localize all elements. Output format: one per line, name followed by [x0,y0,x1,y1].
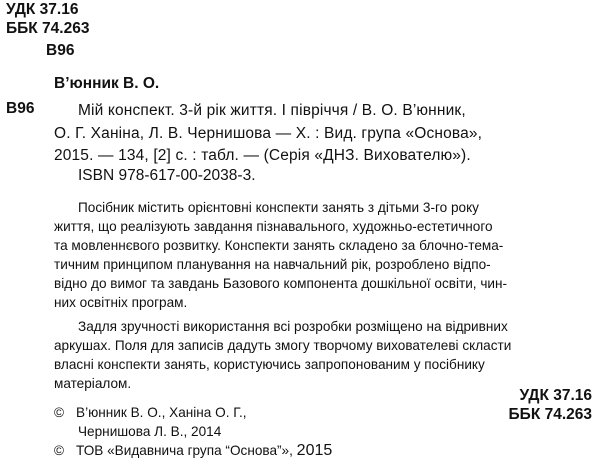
copyright-publisher [54,441,332,460]
abstract-p2-line: власні конспекти занять, користуючись запропонованим у посібнику [54,357,485,373]
abstract-p1-line: відно до вимог та завдань Базового компонента дошкільної освіти, чин- [54,275,508,291]
abstract-p2-line: матеріалом. [54,376,132,392]
copyright-authors-line: В’юнник В. О., Ханіна О. Г., [76,405,247,420]
abstract-p1-line: життя, що реалізують завдання пізнавального, художньо-естетичного [54,218,493,234]
udk-code: УДК 37.16 [6,1,79,18]
index-mark: В96 [6,100,35,117]
biblio-line-1: Мій конспект. 3-й рік життя. І півріччя / В. О. В’юнник, [78,102,466,119]
biblio-line-3: 2015. — 134, [2] с. : табл. — (Серія «ДНЗ. Вихователю»). [54,147,471,164]
abstract-p1-line: Посібник містить орієнтовні конспекти занять з дітьми 3-го року [78,200,479,215]
abstract-p2-line: аркушах. Поля для записів дадуть змогу творчому вихователеві скласти [54,338,512,354]
copyright-authors [54,403,247,422]
author-heading: В’юнник В. О. [54,75,160,92]
bbk-code: ББК 74.263 [6,20,90,37]
classification-codes-top [6,0,89,38]
copyright-publisher-year: 2015 [296,442,333,459]
bibliographic-description [54,100,594,168]
copyright-icon: © [54,405,65,420]
copyright-authors-line-2: Чернишова Л. В., 2014 [78,424,222,439]
abstract-p1-line: них освітніх програм. [54,294,188,310]
abstract [54,199,594,394]
udk-code-bottom: УДК 37.16 [519,387,592,404]
author-mark: В96 [46,42,75,59]
bbk-code-bottom: ББК 74.263 [508,406,592,423]
abstract-p2-line: Задля зручності використання всі розробки розміщено на відривних [78,319,508,335]
abstract-p1-line: та мовленнєвого розвитку. Конспекти занять складено за блочно-тема- [54,237,504,253]
biblio-line-2: О. Г. Ханіна, Л. В. Чернишова — Х. : Вид. група «Основа», [54,124,483,142]
classification-codes-bottom [509,386,592,424]
isbn: ISBN 978-617-00-2038-3. [78,167,256,184]
abstract-p1-line: тичним принципом планування на навчальний рік, розроблено відпо- [54,256,491,272]
copyright-publisher-name: ТОВ «Видавнича група “Основа”», [76,443,293,458]
copyright-icon: © [54,443,65,458]
